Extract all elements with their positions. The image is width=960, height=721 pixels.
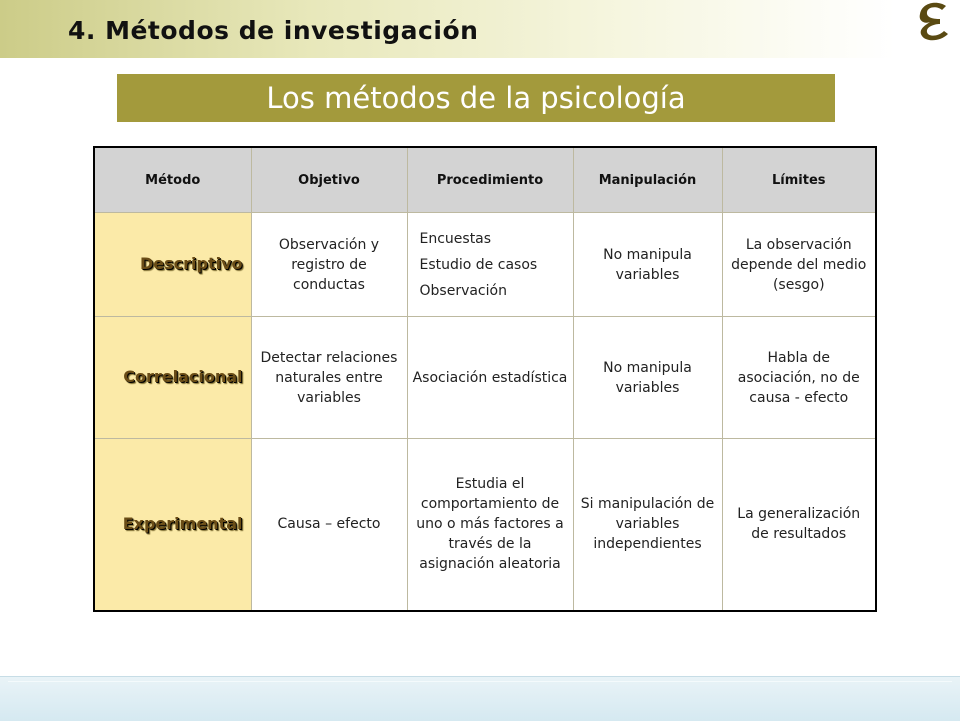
procedure-cell: [407, 213, 573, 317]
objective-cell: Observación y registro de conductas: [251, 213, 407, 317]
table-row: [94, 213, 876, 317]
procedure-item: Estudio de casos: [419, 256, 538, 273]
methods-table: [93, 146, 877, 612]
subtitle-title: Los métodos de la psicología: [266, 81, 686, 115]
column-header: Manipulación: [573, 147, 722, 213]
procedure-item: Encuestas: [419, 230, 492, 247]
manipulation-cell: No manipula variables: [573, 317, 722, 439]
section-title: 4. Métodos de investigación: [68, 16, 479, 45]
column-header: Límites: [722, 147, 876, 213]
table-row: [94, 439, 876, 611]
procedure-cell: Estudia el comportamiento de uno o más factores a través de la asignación aleatoria: [407, 439, 573, 611]
footer-bar-inner: [8, 681, 952, 718]
method-label: Correlacional: [123, 367, 243, 386]
column-header: Método: [94, 147, 251, 213]
footer-bar: [0, 676, 960, 721]
method-cell: [94, 439, 251, 611]
objective-cell: Detectar relaciones naturales entre variables: [251, 317, 407, 439]
manipulation-cell: No manipula variables: [573, 213, 722, 317]
manipulation-cell: Si manipulación de variables independientes: [573, 439, 722, 611]
table-header-row: [94, 147, 876, 213]
column-header: Procedimiento: [407, 147, 573, 213]
subtitle-banner: [117, 74, 835, 122]
method-label: Experimental: [122, 513, 243, 533]
limits-cell: Habla de asociación, no de causa - efecto: [722, 317, 876, 439]
table-row: [94, 317, 876, 439]
column-header: Objetivo: [251, 147, 407, 213]
procedure-item: Observación: [419, 282, 507, 299]
limits-cell: La generalización de resultados: [722, 439, 876, 611]
stylized-e-logo-icon: [912, 0, 954, 42]
objective-cell: Causa – efecto: [251, 439, 407, 611]
method-label: Descriptivo: [139, 254, 243, 273]
limits-cell: La observación depende del medio (sesgo): [722, 213, 876, 317]
method-cell: [94, 317, 251, 439]
procedure-cell: Asociación estadística: [407, 317, 573, 439]
method-cell: [94, 213, 251, 317]
